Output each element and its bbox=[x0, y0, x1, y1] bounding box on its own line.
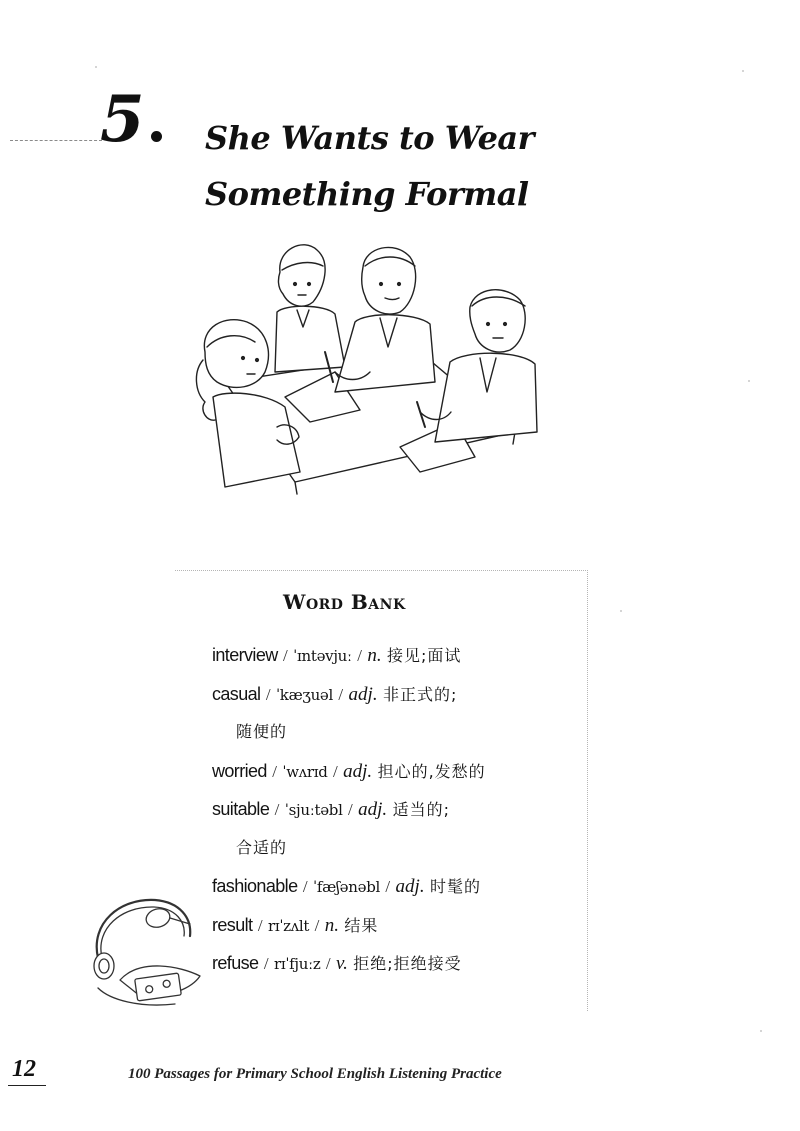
entry-meaning: 合适的 bbox=[236, 837, 288, 857]
entry-meaning: 结果 bbox=[344, 915, 379, 935]
entry-phonetic: rɪˈfjuːz bbox=[273, 955, 321, 973]
entry-word: suitable bbox=[212, 799, 270, 819]
word-entry-casual: casual / ˈkæʒuəl / adj. 非正式的; bbox=[212, 683, 458, 705]
word-bank-heading: Word Bank bbox=[283, 590, 406, 614]
scan-speck bbox=[742, 70, 744, 72]
page-number: 12 bbox=[12, 1056, 36, 1082]
entry-meaning: 非正式的; bbox=[382, 684, 458, 704]
entry-meaning: 时髦的 bbox=[429, 877, 481, 896]
entry-word: refuse bbox=[212, 953, 259, 973]
entry-meaning: 担心的,发愁的 bbox=[377, 761, 486, 781]
entry-part-of-speech: adj. bbox=[395, 876, 425, 897]
scan-speck bbox=[748, 380, 750, 382]
word-entry-interview: interview / ˈɪntəvjuː / n. 接见;面试 bbox=[212, 645, 462, 666]
entry-part-of-speech: n. bbox=[324, 914, 339, 936]
entry-part-of-speech: v. bbox=[336, 953, 348, 974]
word-entry-refuse: refuse / rɪˈfjuːz / v. 拒绝;拒绝接受 bbox=[212, 953, 462, 974]
interview-illustration bbox=[185, 232, 555, 507]
page-number-rule bbox=[8, 1085, 46, 1086]
entry-part-of-speech: n. bbox=[367, 645, 382, 666]
entry-meaning: 接见;面试 bbox=[387, 646, 462, 665]
entry-word: interview bbox=[212, 645, 278, 665]
scan-speck bbox=[620, 610, 622, 612]
word-entry-suitable: suitable / ˈsjuːtəbl / adj. 适当的; bbox=[212, 799, 450, 820]
entry-phonetic: ˈfæʃənəbl bbox=[313, 878, 380, 896]
chapter-number: 5 bbox=[100, 82, 143, 157]
book-title: 100 Passages for Primary School English Listening Practice bbox=[128, 1066, 502, 1082]
entry-word: result bbox=[212, 914, 253, 935]
chapter-dash-rule bbox=[10, 140, 102, 141]
word-bank-list bbox=[212, 636, 592, 983]
word-entry-worried: worried / ˈwʌrɪd / adj. 担心的,发愁的 bbox=[212, 760, 486, 782]
entry-part-of-speech: adj. bbox=[343, 760, 373, 782]
entry-word: casual bbox=[212, 683, 261, 704]
entry-meaning: 拒绝;拒绝接受 bbox=[353, 954, 462, 973]
entry-phonetic: ˈɪntəvjuː bbox=[293, 647, 352, 665]
headset-icon bbox=[80, 888, 210, 1013]
word-entry-fashionable: fashionable / ˈfæʃənəbl / adj. 时髦的 bbox=[212, 876, 481, 897]
chapter-title: She Wants to Wear Something Formal bbox=[205, 119, 535, 213]
word-entry-suitable-continued bbox=[212, 829, 592, 868]
entry-part-of-speech: adj. bbox=[358, 799, 388, 820]
entry-word: worried bbox=[212, 760, 267, 781]
entry-phonetic: ˈsjuːtəbl bbox=[284, 801, 343, 819]
entry-part-of-speech: adj. bbox=[348, 683, 378, 705]
chapter-number-dot bbox=[151, 131, 162, 142]
word-entry-casual-continued bbox=[212, 713, 592, 752]
entry-phonetic: ˈkæʒuəl bbox=[275, 685, 333, 704]
entry-meaning: 随便的 bbox=[236, 722, 288, 741]
entry-word: fashionable bbox=[212, 876, 298, 896]
scan-speck bbox=[95, 66, 97, 68]
word-entry-result: result / rɪˈzʌlt / n. 结果 bbox=[212, 914, 379, 936]
scan-speck bbox=[760, 1030, 762, 1032]
entry-meaning: 适当的; bbox=[392, 800, 450, 819]
entry-phonetic: rɪˈzʌlt bbox=[267, 916, 310, 935]
entry-phonetic: ˈwʌrɪd bbox=[282, 762, 328, 781]
